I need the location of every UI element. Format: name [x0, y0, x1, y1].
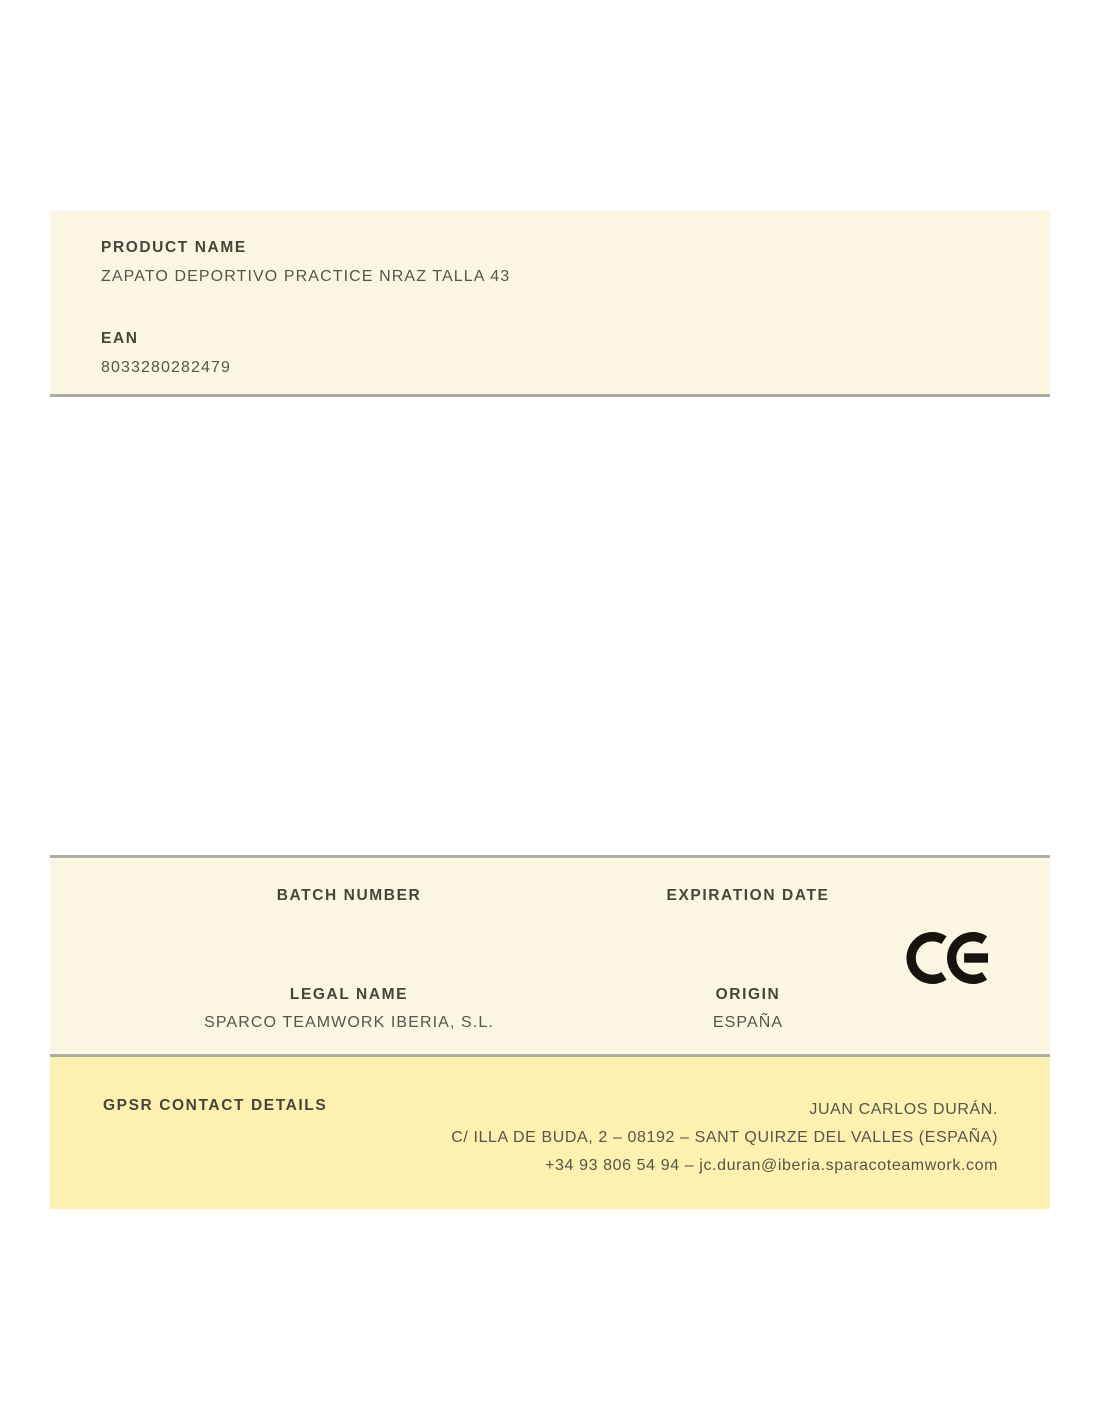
product-name-field [101, 238, 1010, 286]
origin-value: ESPAÑA [712, 1014, 784, 1031]
gpsr-contact-phone-email: +34 93 806 54 94 – jc.duran@iberia.sparacoteamwork.com [545, 1157, 998, 1174]
gpsr-section [50, 1057, 1050, 1209]
product-name-value: ZAPATO DEPORTIVO PRACTICE NRAZ TALLA 43 [101, 268, 511, 285]
expiration-date-label: EXPIRATION DATE [666, 887, 830, 904]
origin-field [598, 985, 898, 1032]
batch-number-field [149, 886, 549, 914]
legal-name-label: LEGAL NAME [289, 986, 409, 1003]
ean-field [101, 329, 1010, 377]
batch-number-label: BATCH NUMBER [276, 887, 422, 904]
legal-name-field [149, 985, 549, 1032]
gpsr-contact-address: C/ ILLA DE BUDA, 2 – 08192 – SANT QUIRZE DEL VALLES (ESPAÑA) [451, 1129, 998, 1146]
ean-label: EAN [101, 330, 139, 347]
ean-value: 8033280282479 [101, 359, 231, 376]
gpsr-contact-block [451, 1096, 998, 1180]
batch-expiration-row [50, 858, 1050, 914]
legal-name-value: SPARCO TEAMWORK IBERIA, S.L. [204, 1014, 494, 1031]
origin-label: ORIGIN [715, 986, 781, 1003]
batch-section [50, 855, 1050, 1057]
gpsr-contact-label: GPSR CONTACT DETAILS [103, 1097, 328, 1114]
product-section [50, 211, 1050, 397]
product-name-label: PRODUCT NAME [101, 239, 247, 256]
legal-origin-row [50, 985, 1050, 1032]
gpsr-contact-name: JUAN CARLOS DURÁN. [809, 1101, 998, 1118]
ce-marking-icon [906, 932, 990, 984]
expiration-date-field [598, 886, 898, 914]
